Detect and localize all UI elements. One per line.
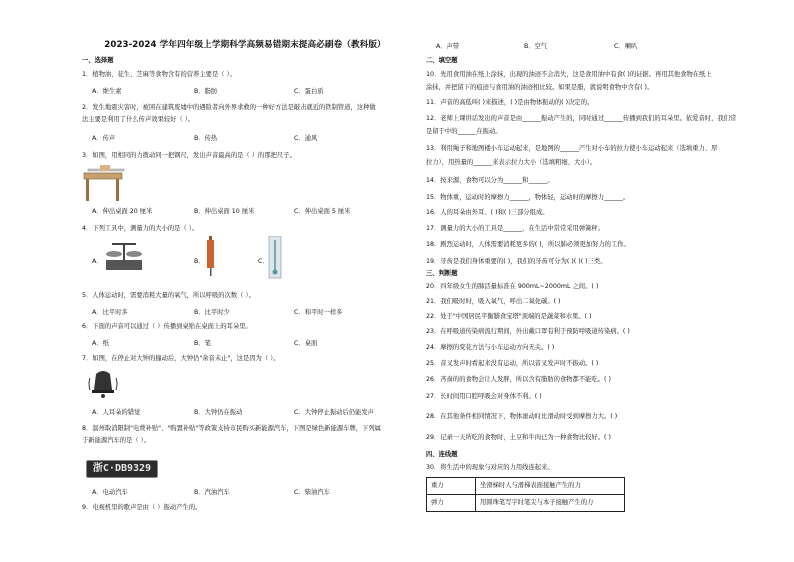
question-8-line-1: 8．温州取消限制"电费补贴"、"购置补贴"等政策支持市民购买新能源汽车，下图是绿色新能源车牌，下列属 <box>82 425 381 432</box>
q6-option-b: B．笔 <box>194 340 211 347</box>
q9-option-a: A．声带 <box>436 43 460 50</box>
q3-option-c: C．伸出桌面 5 厘米 <box>294 208 351 215</box>
q7-option-a: A．人耳朵的错觉 <box>92 409 141 416</box>
judge-22: 22．处于"中国居民平衡膳食宝塔"顶端的是蔬菜和水果。( ) <box>426 313 592 320</box>
q4-option-a: A． <box>92 258 103 265</box>
question-7: 7．如图，在停止对大钟的撞动后，大钟仍"余音未止"，这是因为（ ）。 <box>82 355 280 362</box>
judge-29: 29．记录一天所吃的食物时，土豆和牛肉已为一种食物比较好。( ) <box>426 434 611 441</box>
match-left-cell: 重力 <box>427 478 476 495</box>
question-11: 11．声音的高低叫( )来描述，( )是由物体振动的( )决定的。 <box>426 99 594 106</box>
q1-option-b: B．脂肪 <box>194 88 218 95</box>
q8-option-b: B．汽油汽车 <box>194 489 230 496</box>
question-1: 1．植物油、花生、芝麻等食物含有的营养主要是（ ）。 <box>82 71 236 78</box>
q5-option-c: C．和平时一样多 <box>294 309 343 316</box>
question-10-line-1: 10．先用食用油在纸上涂抹，出现的油迹不会消失，这是食用油中有食( )的证据。再用其他食物在纸上 <box>426 71 712 78</box>
judge-23: 23．在呼吸道传染病流行期间，外出戴口罩有利于预防呼吸道传染病。( ) <box>426 328 630 335</box>
q3-option-b: B．伸出桌面 10 厘米 <box>194 208 255 215</box>
q2-option-c: C．通风 <box>294 135 318 142</box>
question-13-line-2: 拉力），用热量的______来表示拉力大小（选填粗细、大小）。 <box>426 159 597 166</box>
question-15: 15．物体重，运动时的摩擦力______，物体轻，运动时的摩擦力______。 <box>426 194 630 201</box>
judge-28: 28．在其他条件相同情况下，物体滚动时比滑动时受到摩擦力大。( ) <box>426 413 618 420</box>
judge-20: 20．四年级女生的肺活量标准在 900mL~2000mL 之间。( ) <box>426 283 599 290</box>
bell-image <box>88 368 118 402</box>
question-4: 4．下列工具中，测量力的大小的是（ ）。 <box>82 225 199 232</box>
question-19: 19．牙齿是我们身体重要的( )，我们的牙齿可分为( )( )( )三类。 <box>426 258 607 265</box>
q6-option-a: A．纸 <box>92 340 109 347</box>
q2-option-a: A．传声 <box>92 135 116 142</box>
match-table <box>426 477 625 512</box>
q1-option-a: A．维生素 <box>92 88 122 95</box>
judge-21: 21．我们吸时时，吸入氧气，呼出二氧化碳。( ) <box>426 298 561 305</box>
judge-25: 25．音叉发声时看起来没有运动，所以音叉发声时不振动。( ) <box>426 360 599 367</box>
question-10-line-2: 涂抹，并把留下的痕迹与食用油的油迹相比较。如果是脂，就说明食物中含有( )。 <box>426 84 654 91</box>
q8-option-a: A．电动汽车 <box>92 489 128 496</box>
q9-option-c: C．喇叭 <box>614 43 638 50</box>
match-row <box>427 478 625 495</box>
balance-scale-image <box>104 238 144 274</box>
ruler-table-image <box>82 165 126 203</box>
section-judge-heading: 三、判断题 <box>426 270 458 277</box>
question-14: 14．按来源，食物可以分为______和______。 <box>426 177 554 184</box>
question-3: 3．如图，用相同的力拨动同一把钢尺，发出声音最高的是（ ）的那把尺子。 <box>82 152 296 159</box>
question-30: 30．将生活中的现象与对应的力用线连起来。 <box>426 464 554 471</box>
question-2-line-1: 2．发生地震灾害时，被困在建筑废墟中的遇险者向外界求救的一种好方法是敲击就近的铁制管道，这种做 <box>82 104 376 111</box>
judge-24: 24．摩擦的变花方法与小车运动方向无关。( ) <box>426 344 555 351</box>
match-row <box>427 495 625 512</box>
question-2-line-2: 法主要是利用了什么传声效果较好（ ）。 <box>82 116 195 123</box>
question-16: 16．人的耳朵由外耳、( )和( )三部分组成。 <box>426 209 549 216</box>
question-17: 17．测量力的大小的工具是______，在生活中常常采用弹簧秤。 <box>426 225 605 232</box>
match-left-cell: 弹力 <box>427 495 476 512</box>
question-8-line-2: 于新能源汽车的是（ ）。 <box>82 437 151 444</box>
q5-option-a: A．比平时多 <box>92 309 128 316</box>
question-5: 5．人体运动时，需要消耗大量的氧气，所以呼吸的次数（ ）。 <box>82 292 255 299</box>
section-match-heading: 四、连线题 <box>426 451 458 458</box>
thermometer-image <box>268 236 282 280</box>
question-12-line-1: 12．老师上课讲话发出的声音是由______振动产生的，同时通过______传播到我们的耳朵里。依爱音时，我们常 <box>426 115 737 122</box>
q7-option-c: C．大钟停止振动后仍能发声 <box>294 409 374 416</box>
question-18: 18．剧烈运动时，人体需要消耗更多的( )，所以肺必须更加努力的工作。 <box>426 241 630 248</box>
q1-option-c: C．蛋白质 <box>294 88 324 95</box>
question-6: 6．下面的声音可以通过（ ）传播到桌贴在桌面上的耳朵里。 <box>82 323 252 330</box>
question-9: 9．电视机里的歌声是由（ ）振动产生的。 <box>82 504 202 511</box>
spring-scale-image <box>204 236 218 278</box>
q6-option-c: C．桌面 <box>294 340 318 347</box>
q3-option-a: A．伸出桌面 20 厘米 <box>92 208 153 215</box>
match-right-cell: 用圆珠笔写字时笔尖与本子接触产生的力 <box>476 495 625 512</box>
judge-27: 27．长时间用口腔呼吸会对身体不利。( ) <box>426 393 542 400</box>
section-fill-heading: 二、填空题 <box>426 57 458 64</box>
license-plate: 浙C·DB9329 <box>86 460 158 478</box>
q9-option-b: B．空气 <box>524 43 548 50</box>
match-right-cell: 坐滑梯时人与滑梯表面接触产生的力 <box>476 478 625 495</box>
question-12-line-2: 是留于中的______在振动。 <box>426 128 502 135</box>
q4-option-c: C． <box>258 258 269 265</box>
q2-option-b: B．传热 <box>194 135 218 142</box>
q8-option-c: C．柴油汽车 <box>294 489 330 496</box>
question-13-line-1: 13．利用绳子和地图楼小车运动起来，是地图的______产生对小车的拉力使小车运动起来（选填重力、厚 <box>426 145 718 152</box>
q4-option-b: B． <box>194 258 205 265</box>
judge-26: 26．吝啬的的食物会让人发胖，所以含有脂肪的食物都不能吃。( ) <box>426 376 611 383</box>
q7-option-b: B．大钟仍在振动 <box>194 409 243 416</box>
q5-option-b: B．比平时少 <box>194 309 230 316</box>
section-choice-heading: 一、选择题 <box>82 57 114 64</box>
page-title: 2023-2024 学年四年级上学期科学高频易错期末提高必刷卷（教科版） <box>104 40 386 50</box>
